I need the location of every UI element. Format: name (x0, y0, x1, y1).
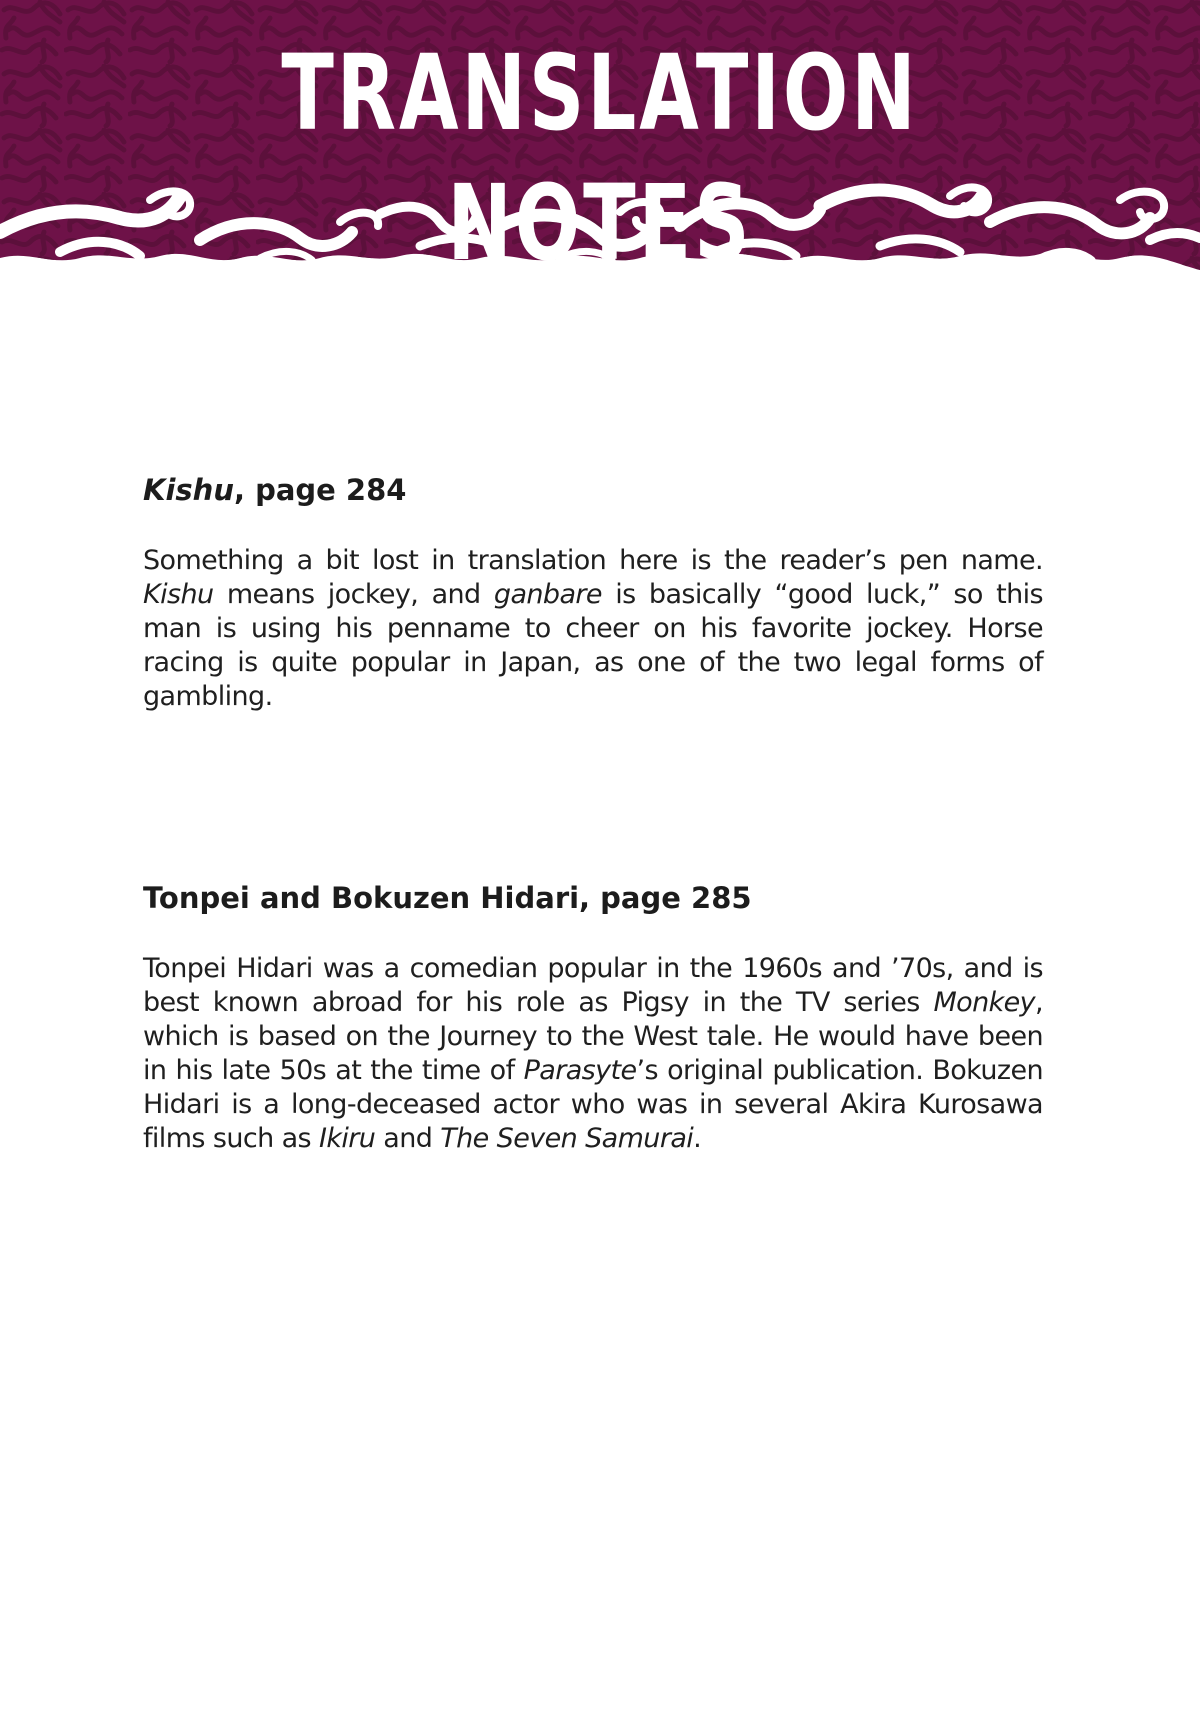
body-text: Something a bit lost in translation here is the reader’s pen name. (143, 545, 1043, 576)
italic-term: The Seven Samurai (440, 1123, 694, 1154)
note-body (143, 544, 1043, 714)
body-text: ’s original publication. Bokuzen Hidari is a long-deceased actor who was in several Akira Kurosawa films such as (143, 1055, 1043, 1154)
body-text: , which is based on the Journey to the West tale. He would have been in his late 50s at the time of (143, 987, 1043, 1086)
body-text: is basically “good luck,” so this man is using his penname to cheer on his favorite jockey. Horse racing is quite popular in Japan, as one of the two legal forms of gambling. (143, 579, 1044, 712)
heading-page-ref: , page 284 (233, 473, 407, 507)
body-text: Tonpei Hidari was a comedian popular in the 1960s and ’70s, and is best known abroad for his role as Pigsy in the TV series (143, 953, 1043, 1018)
note-heading: Tonpei and Bokuzen Hidari, page 285 (143, 881, 752, 915)
italic-term: Kishu (143, 579, 214, 610)
body-text: . (693, 1123, 702, 1154)
page-title: TRANSLATION NOTES (281, 32, 919, 284)
italic-term: Monkey (933, 987, 1036, 1018)
note-kishu (143, 470, 1043, 714)
note-body (143, 952, 1043, 1156)
body-text: and (375, 1123, 441, 1154)
translation-notes-banner (0, 0, 1200, 284)
italic-term: Ikiru (318, 1123, 376, 1154)
body-text: means jockey, and (213, 579, 494, 610)
note-heading (143, 470, 1043, 510)
italic-term: ganbare (493, 579, 602, 610)
note-tonpei-bokuzen-hidari (143, 878, 1043, 1156)
italic-term: Parasyte (523, 1055, 637, 1086)
heading-italic-term: Kishu (143, 473, 234, 507)
